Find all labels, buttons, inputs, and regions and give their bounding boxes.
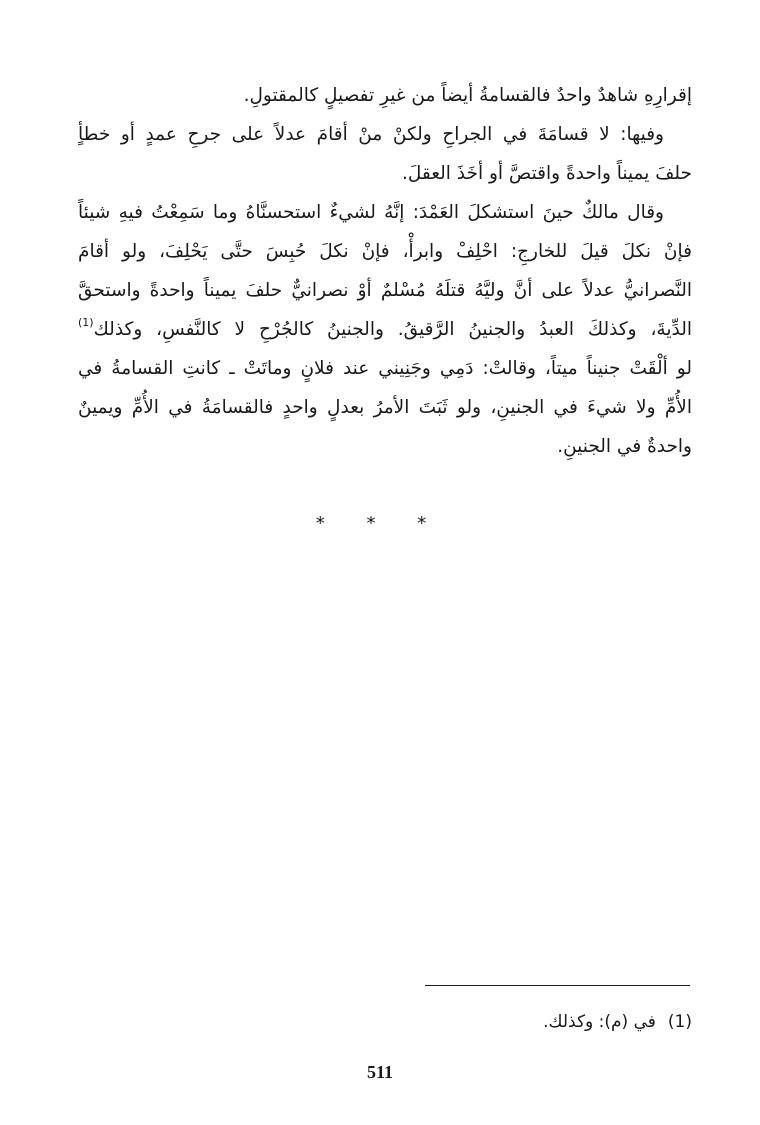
page-number: 511 xyxy=(366,1062,393,1082)
footnote xyxy=(543,1012,692,1032)
footnote-text: في (م): وكذلك. xyxy=(543,1012,656,1032)
text-line: لو ألْقَتْ جنيناً ميتاً، وقالتْ: دَمِي وجَنِيني عند فلانٍ وماتَتْ ـ كانتِ القسامةُ في xyxy=(78,358,692,379)
text-line: الأُمِّ ولا شيءَ في الجنينِ، ولو ثَبَتَ الأمرُ بعدلٍ واحدٍ فالقسامَةُ في الأُمِّ ويمينٌ xyxy=(78,397,692,418)
footnote-number: (1) xyxy=(667,1012,692,1032)
text-line: وقال مالكٌ حينَ استشكلَ العَمْدَ: إنَّهُ لشيءٌ استحسنَّاهُ وما سَمِعْتُ فيهِ شيئاً xyxy=(78,202,664,223)
section-separator: * * * xyxy=(315,513,445,534)
text-line: فإنْ نكلَ قيلَ للخارجِ: احْلِفْ وابرأْ، فإنْ نكلَ حُبِسَ حتَّى يَحْلِفَ، ولو أقامَ xyxy=(78,241,692,262)
text-line: حلفَ يميناً واحدةً واقتصَّ أو أخَذَ العقلَ. xyxy=(401,163,692,184)
footnote-reference: (1) xyxy=(78,315,94,329)
text-line-content: الدِّيةَ، وكذلكَ العبدُ والجنينُ الرَّقيقُ. والجنينُ كالجُرْحِ لا كالنَّفسِ، وكذلك xyxy=(93,319,692,340)
text-line: إقرارِهِ شاهدٌ واحدٌ فالقسامةُ أيضاً من غيرِ تفصيلٍ كالمقتولِ. xyxy=(243,85,692,106)
text-line: وفيها: لا قسامَةَ في الجراحِ ولكنْ منْ أقامَ عدلاً على جرحِ عمدٍ أو خطأٍ xyxy=(78,124,664,145)
text-line-with-footnote-ref xyxy=(78,310,692,349)
footnote-divider xyxy=(425,985,690,986)
text-line: النَّصرانيُّ عدلاً على أنَّ وليَّهُ قتلَهُ مُسْلمٌ أوْ نصرانيٌّ حلفَ يميناً واحدةً واستحقَّ xyxy=(78,280,692,301)
main-text xyxy=(78,76,692,466)
text-line: واحدةٌ في الجنينِ. xyxy=(557,436,692,457)
